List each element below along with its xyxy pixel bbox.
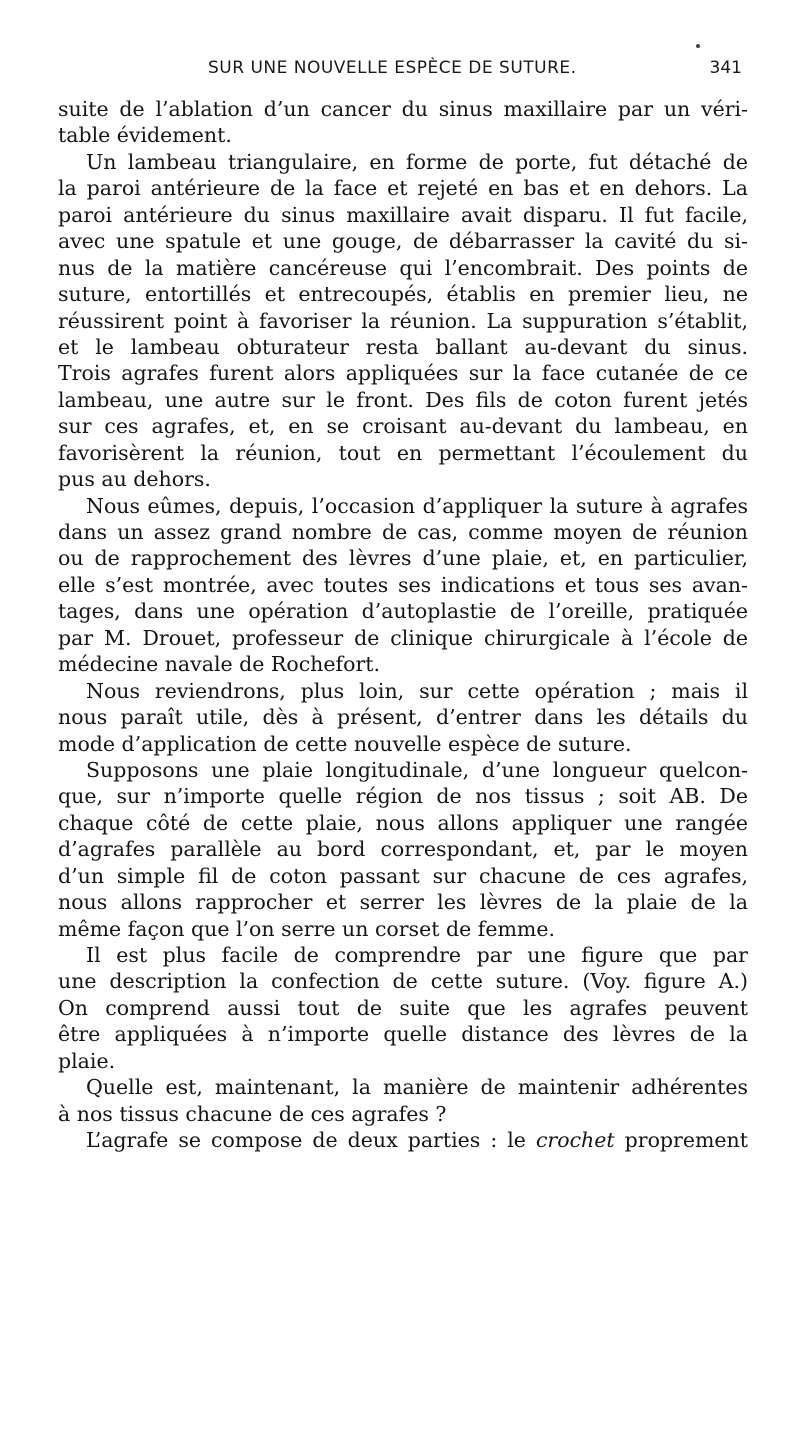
text-line: médecine navale de Rochefort. — [58, 652, 380, 677]
text-line: la paroi antérieure de la face et rejeté en bas et en dehors. La — [58, 176, 748, 201]
text-line: chaque côté de cette plaie, nous allons appliquer une rangée — [58, 810, 748, 835]
text-line: suture, entortillés et entrecoupés, établis en premier lieu, ne — [58, 282, 748, 307]
body-text — [58, 96, 748, 1366]
text-line: même façon que l’on serre un corset de femme. — [58, 916, 555, 941]
text-line: être appliquées à n’importe quelle distance des lèvres de la — [58, 1022, 748, 1047]
text-run: proprement — [614, 1128, 748, 1153]
text-line: d’un simple fil de coton passant sur chacune de ces agrafes, — [58, 863, 748, 888]
text-line: Trois agrafes furent alors appliquées sur la face cutanée de ce — [58, 361, 748, 386]
text-line: plaie. — [58, 1048, 116, 1073]
text-line: nus de la matière cancéreuse qui l’encombrait. Des points de — [58, 255, 748, 280]
text-line: nous allons rapprocher et serrer les lèvres de la plaie de la — [58, 890, 748, 915]
running-title: SUR UNE NOUVELLE ESPÈCE DE SUTURE. — [208, 58, 577, 78]
text-line: réussirent point à favoriser la réunion. La suppuration s’établit, — [58, 308, 748, 333]
text-line: mode d’application de cette nouvelle espèce de suture. — [58, 731, 632, 756]
text-line: Supposons une plaie longitudinale, d’une longueur quelcon- — [86, 757, 748, 782]
text-line: lambeau, une autre sur le front. Des fils de coton furent jetés — [58, 387, 748, 412]
text-line: Il est plus facile de comprendre par une figure que par — [86, 943, 748, 967]
text-line: sur ces agrafes, et, en se croisant au-devant du lambeau, en — [58, 414, 748, 439]
text-line: favorisèrent la réunion, tout en permettant l’écoulement du — [58, 440, 748, 465]
text-line: et le lambeau obturateur resta ballant au-devant du sinus. — [58, 334, 748, 359]
text-line: Quelle est, maintenant, la manière de maintenir adhérentes — [86, 1075, 748, 1100]
text-line: avec une spatule et une gouge, de débarrasser la cavité du si- — [58, 229, 748, 254]
text-line: suite de l’ablation d’un cancer du sinus maxillaire par un véri- — [58, 97, 748, 121]
text-line: dans un assez grand nombre de cas, comme moyen de réunion — [58, 520, 748, 544]
text-line: On comprend aussi tout de suite que les agrafes peuvent — [58, 995, 748, 1020]
page-number: 341 — [709, 58, 742, 78]
text-line: elle s’est montrée, avec toutes ses indications et tous ses avan- — [58, 572, 748, 597]
text-line: nous paraît utile, dès à présent, d’entrer dans les détails du — [58, 705, 748, 730]
text-run: L’agrafe se compose de deux parties : le — [86, 1128, 536, 1153]
text-line: Un lambeau triangulaire, en forme de porte, fut détaché de — [86, 149, 748, 174]
running-head — [58, 58, 742, 88]
text-line: par M. Drouet, professeur de clinique chirurgicale à l’école de — [58, 625, 748, 650]
text-line: Nous eûmes, depuis, l’occasion d’appliquer la suture à agrafes — [86, 493, 748, 518]
text-line: paroi antérieure du sinus maxillaire avait disparu. Il fut facile, — [58, 202, 748, 227]
text-line: pus au dehors. — [58, 467, 211, 492]
text-line: table évidement. — [58, 123, 232, 148]
text-line: que, sur n’importe quelle région de nos tissus ; soit AB. De — [58, 784, 748, 809]
text-line: Nous reviendrons, plus loin, sur cette opération ; mais il — [86, 678, 748, 703]
text-line: ou de rapprochement des lèvres d’une plaie, et, en particulier, — [58, 546, 748, 571]
text-line-final — [58, 1127, 748, 1153]
text-line: d’agrafes parallèle au bord correspondant, et, par le moyen — [58, 837, 748, 862]
text-line: à nos tissus chacune de ces agrafes ? — [58, 1101, 447, 1126]
italic-term: crochet — [535, 1128, 615, 1153]
ink-mark — [696, 44, 700, 48]
text-line: une description la confection de cette suture. (Voy. figure A.) — [58, 969, 748, 994]
text-line: tages, dans une opération d’autoplastie de l’oreille, pratiquée — [58, 599, 748, 624]
